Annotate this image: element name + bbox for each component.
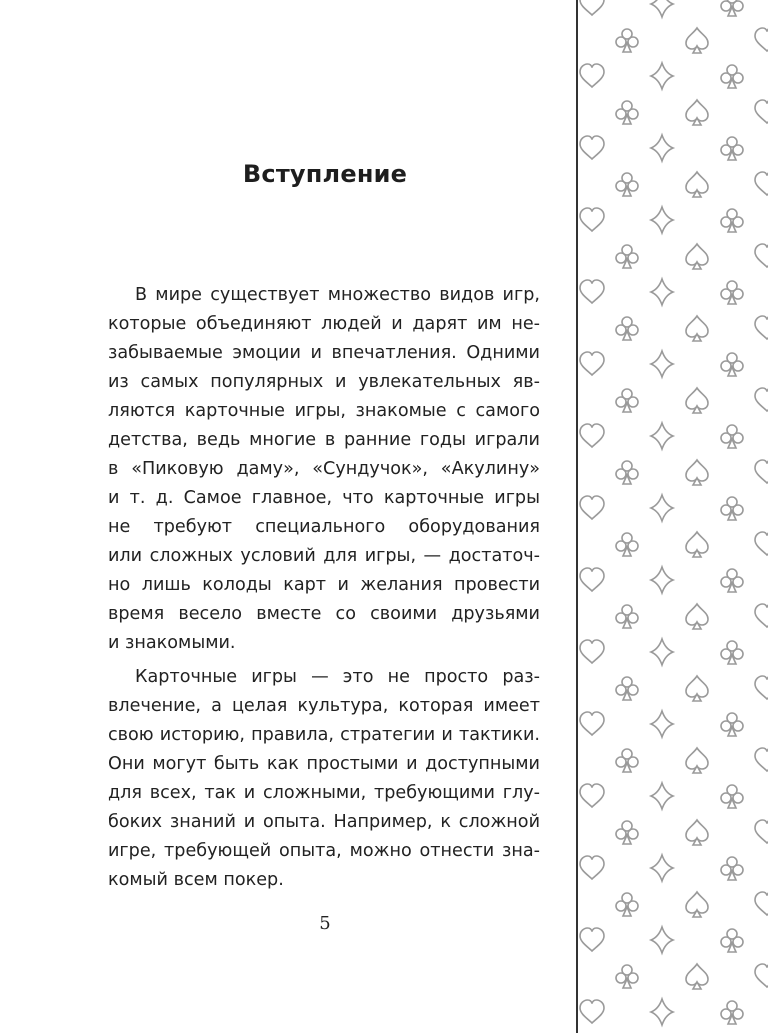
spade-icon — [686, 100, 708, 125]
heart-icon — [755, 676, 768, 699]
text-line: не требуют специального оборудования — [108, 517, 540, 537]
heart-icon — [580, 496, 604, 519]
club-icon — [721, 569, 743, 592]
text-line: для всех, так и сложными, требующими глу- — [108, 783, 540, 803]
club-icon — [721, 137, 743, 160]
diamond-icon — [651, 567, 673, 593]
text-line: но лишь колоды карт и желания провести — [108, 575, 540, 595]
diamond-icon — [651, 639, 673, 665]
text-line: забываемые эмоции и впечатления. Одними — [108, 343, 540, 363]
heart-icon — [580, 784, 604, 807]
text-line: влечение, а целая культура, которая имеет — [108, 696, 540, 716]
chapter-title: Вступление — [242, 160, 408, 188]
text-line: и т. д. Самое главное, что карточные игры — [108, 488, 540, 508]
paragraph — [108, 663, 540, 895]
diamond-icon — [651, 63, 673, 89]
diamond-icon — [651, 135, 673, 161]
heart-icon — [580, 424, 604, 447]
text-line: время весело вместе со своими друзьями — [108, 604, 540, 624]
diamond-icon — [651, 207, 673, 233]
club-icon — [721, 785, 743, 808]
text-line: Они могут быть как простыми и доступными — [108, 754, 540, 774]
text-line: в «Пиковую даму», «Сундучок», «Акулину» — [108, 459, 540, 479]
heart-icon — [755, 388, 768, 411]
club-icon — [616, 245, 638, 268]
club-icon — [721, 353, 743, 376]
heart-icon — [755, 604, 768, 627]
spade-icon — [686, 748, 708, 773]
heart-icon — [580, 928, 604, 951]
text-line: из самых популярных и увлекательных яв- — [108, 372, 540, 392]
heart-icon — [580, 352, 604, 375]
heart-icon — [580, 568, 604, 591]
heart-icon — [755, 460, 768, 483]
club-icon — [721, 641, 743, 664]
spade-icon — [686, 532, 708, 557]
text-line: боких знаний и опыта. Например, к сложной — [108, 812, 540, 832]
heart-icon — [580, 1000, 604, 1023]
body-text — [108, 281, 540, 895]
club-icon — [721, 209, 743, 232]
text-line: В мире существует множество видов игр, — [135, 285, 540, 305]
diamond-icon — [651, 711, 673, 737]
heart-icon — [580, 280, 604, 303]
heart-icon — [755, 28, 768, 51]
club-icon — [721, 497, 743, 520]
heart-icon — [580, 640, 604, 663]
club-icon — [616, 461, 638, 484]
club-icon — [616, 317, 638, 340]
heart-icon — [580, 856, 604, 879]
diamond-icon — [651, 855, 673, 881]
heart-icon — [580, 0, 604, 15]
club-icon — [721, 929, 743, 952]
club-icon — [721, 65, 743, 88]
club-icon — [721, 281, 743, 304]
spade-icon — [686, 604, 708, 629]
heart-icon — [755, 820, 768, 843]
text-line: игре, требующей опыта, можно отнести зна- — [108, 841, 540, 861]
club-icon — [616, 965, 638, 988]
diamond-icon — [651, 927, 673, 953]
text-line: комый всем покер. — [108, 870, 284, 890]
club-icon — [616, 893, 638, 916]
text-line: свою историю, правила, стратегии и тактики. — [108, 725, 540, 745]
heart-icon — [755, 532, 768, 555]
spade-icon — [686, 676, 708, 701]
club-icon — [721, 857, 743, 880]
text-line: или сложных условий для игры, — достаточ- — [108, 546, 540, 566]
club-icon — [616, 677, 638, 700]
spade-icon — [686, 388, 708, 413]
club-icon — [721, 713, 743, 736]
club-icon — [721, 0, 743, 16]
heart-icon — [755, 100, 768, 123]
heart-icon — [755, 244, 768, 267]
club-icon — [616, 605, 638, 628]
heart-icon — [755, 172, 768, 195]
text-line: Карточные игры — это не просто раз- — [135, 667, 540, 687]
spade-icon — [686, 244, 708, 269]
diamond-icon — [651, 423, 673, 449]
spade-icon — [686, 892, 708, 917]
heart-icon — [755, 748, 768, 771]
diamond-icon — [651, 351, 673, 377]
heart-icon — [755, 892, 768, 915]
heart-icon — [580, 64, 604, 87]
spade-icon — [686, 460, 708, 485]
spade-icon — [686, 316, 708, 341]
heart-icon — [580, 136, 604, 159]
heart-icon — [755, 316, 768, 339]
heart-icon — [755, 964, 768, 987]
card-suit-pattern — [576, 0, 768, 1033]
text-line: и знакомыми. — [108, 633, 236, 653]
club-icon — [616, 29, 638, 52]
spade-icon — [686, 820, 708, 845]
diamond-icon — [651, 495, 673, 521]
text-line: ляются карточные игры, знакомые с самого — [108, 401, 540, 421]
paragraph — [108, 281, 540, 658]
spade-icon — [686, 964, 708, 989]
club-icon — [721, 1001, 743, 1024]
text-line: детства, ведь многие в ранние годы играли — [108, 430, 540, 450]
diamond-icon — [651, 279, 673, 305]
spade-icon — [686, 172, 708, 197]
club-icon — [616, 749, 638, 772]
club-icon — [616, 101, 638, 124]
diamond-icon — [651, 783, 673, 809]
diamond-icon — [651, 999, 673, 1025]
text-line: которые объединяют людей и дарят им не- — [108, 314, 540, 334]
club-icon — [616, 533, 638, 556]
diamond-icon — [651, 0, 673, 17]
suit-pattern-svg — [578, 0, 768, 1033]
spade-icon — [686, 28, 708, 53]
club-icon — [616, 821, 638, 844]
heart-icon — [580, 208, 604, 231]
club-icon — [616, 173, 638, 196]
club-icon — [616, 389, 638, 412]
heart-icon — [580, 712, 604, 735]
page-number: 5 — [319, 913, 331, 934]
club-icon — [721, 425, 743, 448]
